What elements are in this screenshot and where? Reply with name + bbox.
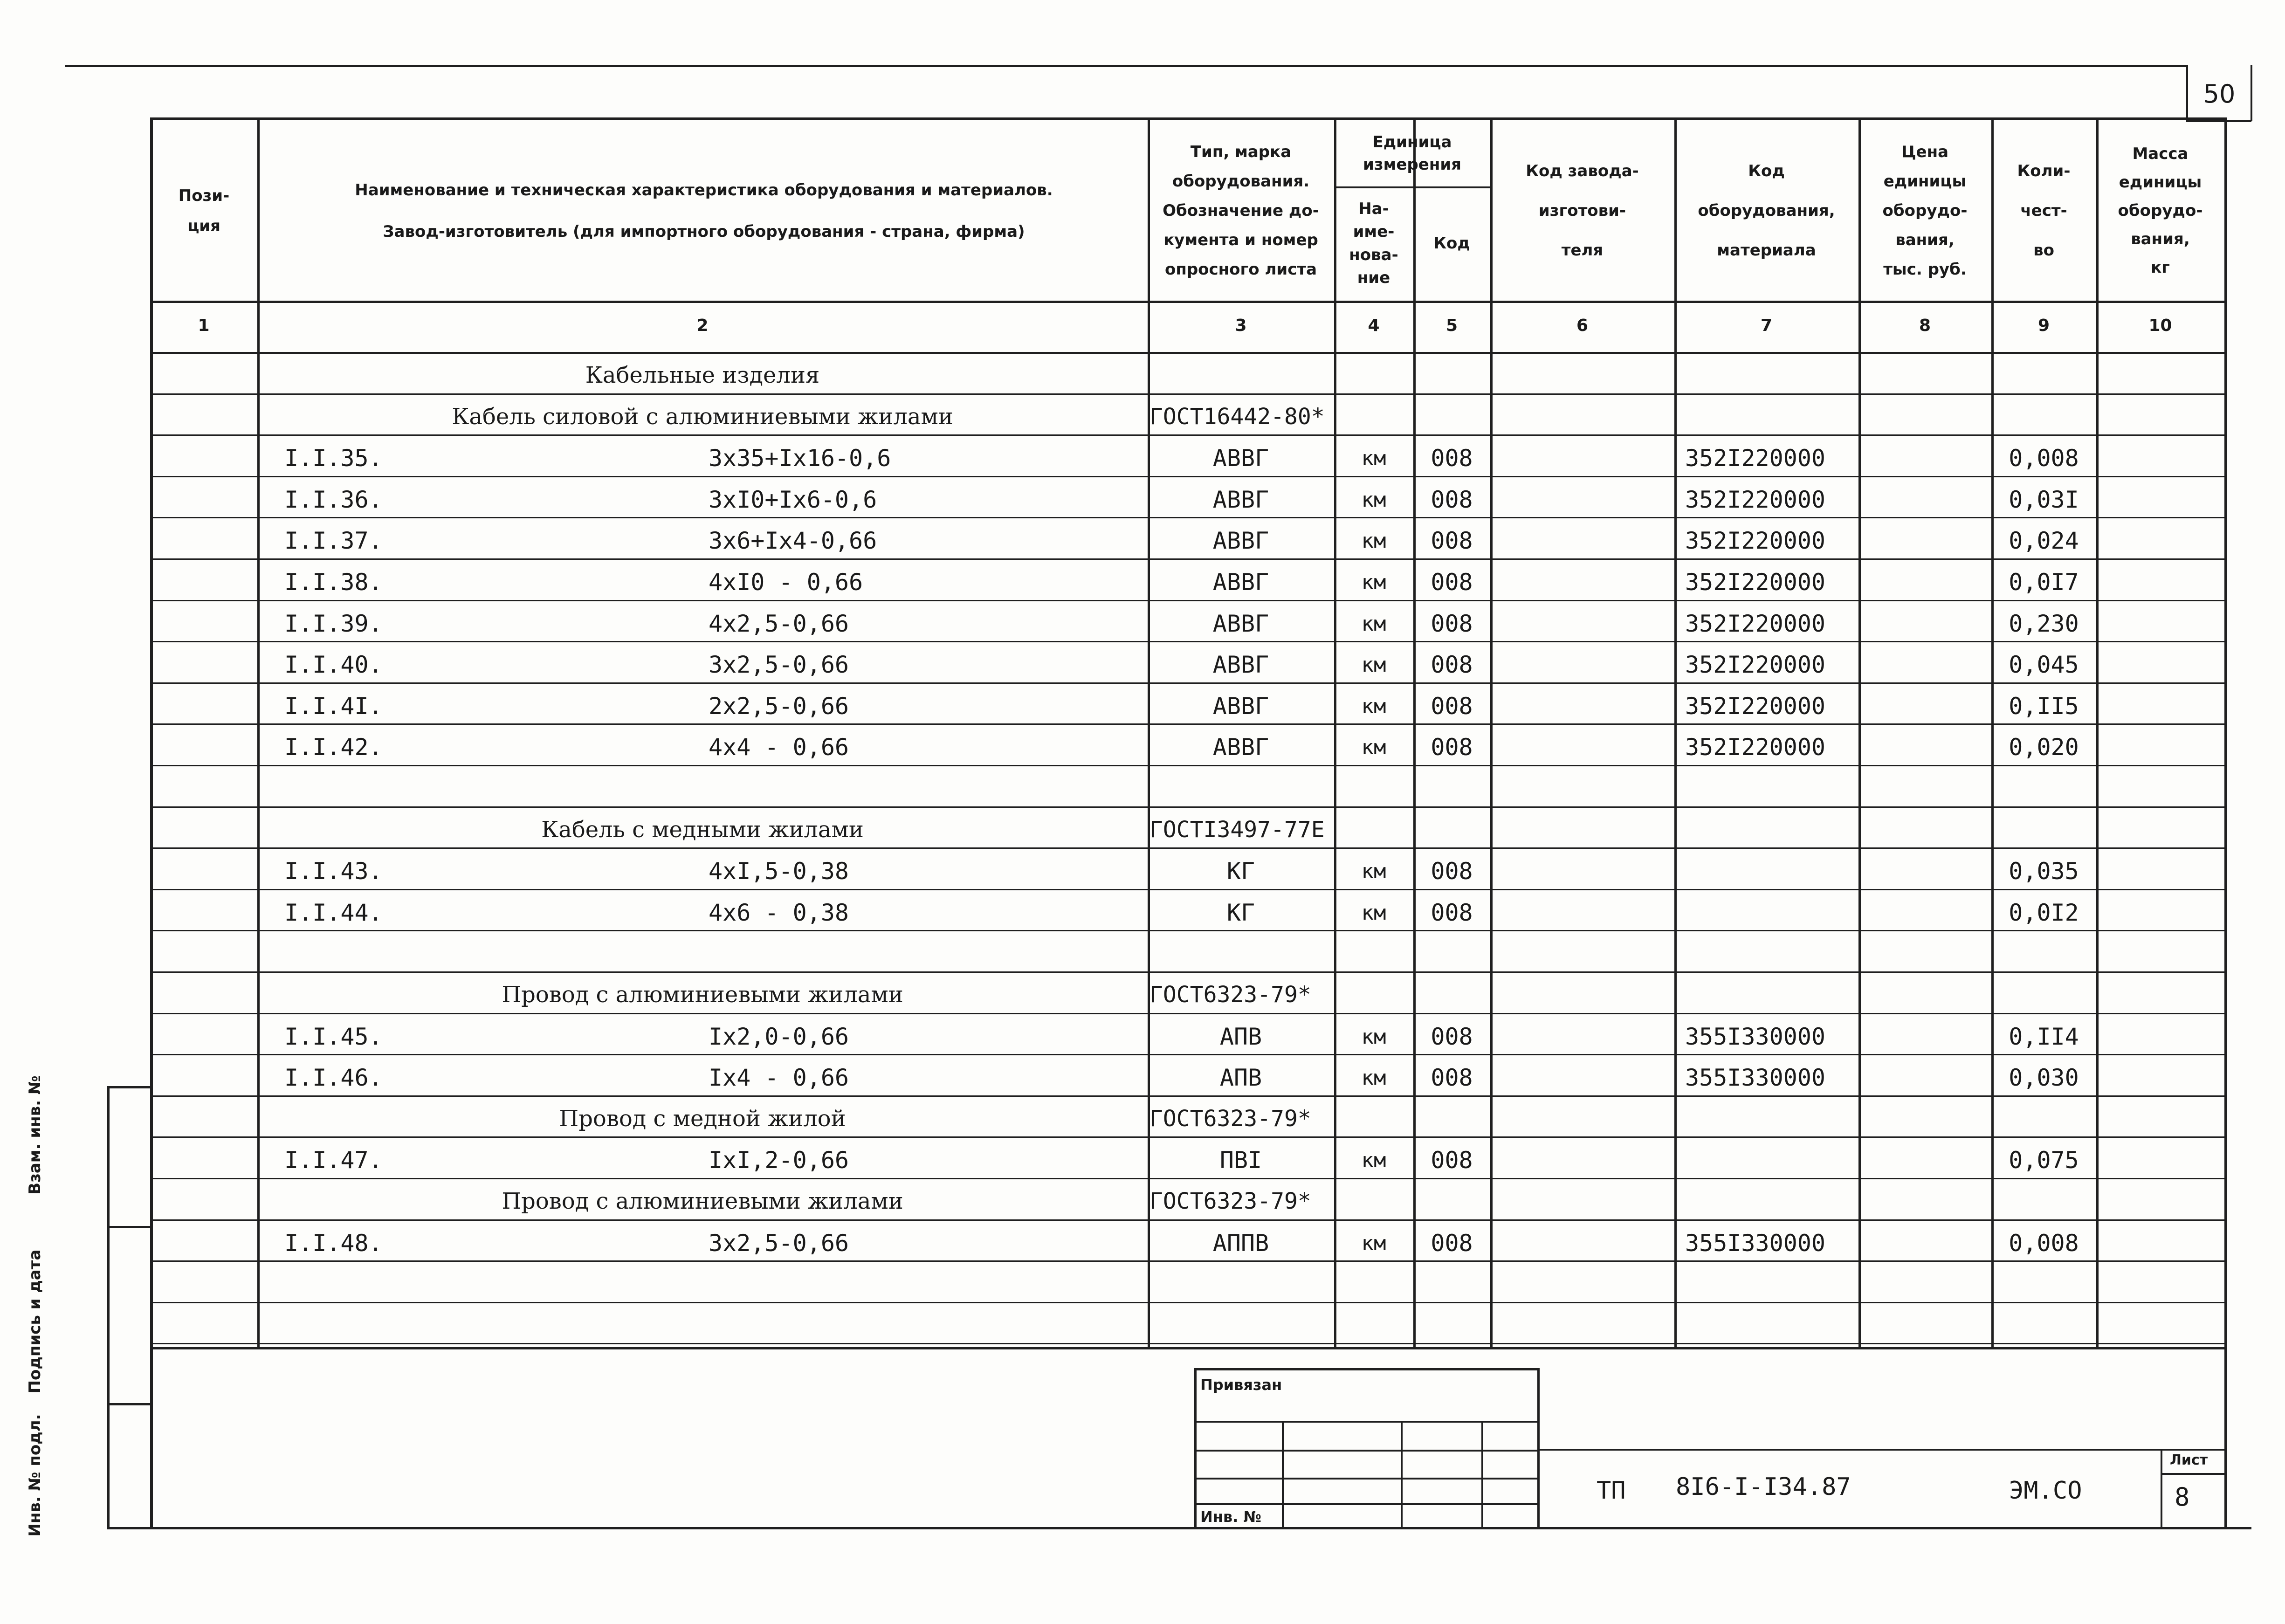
header-unit-name: На- име- нова- ние xyxy=(1349,199,1398,287)
item-quantity: 0,230 xyxy=(2009,610,2079,637)
grid-line xyxy=(150,1219,2224,1221)
item-type: АВВГ xyxy=(1212,693,1269,720)
item-unit: км xyxy=(1361,653,1386,677)
item-unit: км xyxy=(1361,571,1386,594)
grid-line xyxy=(150,889,2224,890)
item-quantity: 0,0I2 xyxy=(2009,899,2079,926)
grid-line xyxy=(150,723,2224,725)
stamp-doc-code: 8I6-I-I34.87 xyxy=(1676,1473,1851,1501)
item-spec: 4х2,5-0,66 xyxy=(709,610,849,637)
item-unit: км xyxy=(1361,612,1386,636)
column-number-10: 10 xyxy=(2148,316,2172,335)
grid-line xyxy=(150,1302,2224,1303)
header-factory-code: Код завода- изготови- теля xyxy=(1526,162,1639,260)
stamp-tp: ТП xyxy=(1597,1477,1626,1505)
item-material-code: 352I220000 xyxy=(1685,651,1826,678)
grid-line xyxy=(2161,1473,2226,1475)
grid-line xyxy=(1194,1478,1539,1479)
item-type: АВВГ xyxy=(1212,527,1269,554)
item-quantity: 0,024 xyxy=(2009,527,2079,554)
item-position: I.I.45. xyxy=(284,1023,383,1050)
side-label-vzam-inv: Взам. инв. № xyxy=(26,1075,44,1195)
grid-line xyxy=(107,1226,150,1228)
item-unit-code: 008 xyxy=(1431,1230,1473,1257)
item-spec: IхI,2-0,66 xyxy=(709,1147,849,1174)
side-label-signature-date: Подпись и дата xyxy=(26,1249,44,1394)
grid-line xyxy=(150,1013,2224,1014)
item-spec: Iх2,0-0,66 xyxy=(709,1023,849,1050)
header-position: Пози- ция xyxy=(178,186,230,235)
grid-line xyxy=(150,806,2224,808)
grid-line xyxy=(150,517,2224,518)
grid-line xyxy=(107,1086,150,1088)
header-mass: Масса единицы оборудо- вания, кг xyxy=(2118,144,2203,277)
grid-line xyxy=(1194,1450,1539,1452)
item-type: АВВГ xyxy=(1212,734,1269,761)
item-type: ПВI xyxy=(1219,1147,1262,1174)
item-unit-code: 008 xyxy=(1431,527,1473,554)
column-number-2: 2 xyxy=(696,316,709,335)
stamp-privyazan: Привязан xyxy=(1200,1376,1282,1394)
grid-line xyxy=(150,476,2224,477)
item-quantity: 0,0I7 xyxy=(2009,569,2079,596)
grid-line xyxy=(150,434,2224,436)
stamp-list-label: Лист xyxy=(2170,1452,2208,1468)
item-unit: км xyxy=(1361,1025,1386,1049)
item-unit-code: 008 xyxy=(1431,651,1473,678)
item-type: АВВГ xyxy=(1212,486,1269,513)
item-spec: 4х6 - 0,38 xyxy=(709,899,849,926)
item-quantity: 0,03I xyxy=(2009,486,2079,513)
item-material-code: 355I330000 xyxy=(1685,1230,1826,1257)
item-quantity: 0,045 xyxy=(2009,651,2079,678)
item-position: I.I.44. xyxy=(284,899,383,926)
item-quantity: 0,008 xyxy=(2009,445,2079,472)
grid-line xyxy=(1194,1421,1539,1423)
item-unit-code: 008 xyxy=(1431,569,1473,596)
item-material-code: 352I220000 xyxy=(1685,527,1826,554)
item-position: I.I.4I. xyxy=(284,693,383,720)
item-type: АПВ xyxy=(1219,1064,1262,1091)
item-type: КГ xyxy=(1226,899,1255,926)
item-material-code: 355I330000 xyxy=(1685,1064,1826,1091)
header-price: Цена единицы оборудо- вания, тыс. руб. xyxy=(1882,143,1968,279)
item-type: АПВ xyxy=(1219,1023,1262,1050)
column-number-3: 3 xyxy=(1235,316,1247,335)
section-title: Провод с алюминиевыми жилами xyxy=(502,982,903,1008)
item-unit: км xyxy=(1361,529,1386,553)
item-position: I.I.47. xyxy=(284,1147,383,1174)
grid-line xyxy=(150,558,2224,560)
item-position: I.I.38. xyxy=(284,569,383,596)
grid-line xyxy=(150,393,2224,395)
section-title: Кабель с медными жилами xyxy=(541,817,864,843)
grid-line xyxy=(150,641,2224,642)
section-standard: ГОСТ16442-80* xyxy=(1149,404,1325,430)
column-number-5: 5 xyxy=(1445,316,1458,335)
item-quantity: 0,II5 xyxy=(2009,693,2079,720)
grid-line xyxy=(1282,1421,1284,1527)
column-number-1: 1 xyxy=(198,316,210,335)
item-unit-code: 008 xyxy=(1431,1064,1473,1091)
grid-line xyxy=(150,682,2224,684)
item-spec: 3х6+Iх4-0,66 xyxy=(709,527,877,554)
grid-line xyxy=(2096,117,2099,1347)
page-number: 50 xyxy=(2203,79,2236,109)
grid-line xyxy=(1194,1503,1539,1505)
item-quantity: 0,035 xyxy=(2009,858,2079,885)
grid-line xyxy=(150,847,2224,849)
item-type: АВВГ xyxy=(1212,445,1269,472)
item-type: АВВГ xyxy=(1212,651,1269,678)
section-title: Кабель силовой с алюминиевыми жилами xyxy=(452,404,953,430)
item-material-code: 352I220000 xyxy=(1685,486,1826,513)
grid-line xyxy=(1674,117,1677,1347)
grid-line xyxy=(1194,1368,1539,1370)
header-unit: Единица измерения xyxy=(1363,132,1461,174)
grid-line xyxy=(150,971,2224,973)
grid-line xyxy=(150,1054,2224,1055)
section-standard: ГОСТ6323-79* xyxy=(1149,1106,1311,1132)
item-unit: км xyxy=(1361,488,1386,512)
grid-line xyxy=(1481,1421,1483,1527)
grid-line xyxy=(2224,117,2227,1527)
section-standard: ГОСТ6323-79* xyxy=(1149,1188,1311,1214)
item-position: I.I.36. xyxy=(284,486,383,513)
item-spec: Iх4 - 0,66 xyxy=(709,1064,849,1091)
grid-line xyxy=(107,1527,2251,1529)
item-unit: км xyxy=(1361,1066,1386,1090)
item-material-code: 352I220000 xyxy=(1685,693,1826,720)
item-unit: км xyxy=(1361,447,1386,470)
item-unit-code: 008 xyxy=(1431,734,1473,761)
section-title: Провод с алюминиевыми жилами xyxy=(502,1188,903,1214)
header-material-code: Код оборудования, материала xyxy=(1698,162,1835,260)
grid-line xyxy=(150,1343,2224,1344)
item-material-code: 355I330000 xyxy=(1685,1023,1826,1050)
item-unit-code: 008 xyxy=(1431,693,1473,720)
column-number-6: 6 xyxy=(1576,316,1589,335)
header-type: Тип, марка оборудования. Обозначение до- кумента и номер опросного листа xyxy=(1163,143,1319,279)
item-spec: 4хI0 - 0,66 xyxy=(709,569,863,596)
grid-line xyxy=(1858,117,1861,1347)
item-material-code: 352I220000 xyxy=(1685,569,1826,596)
item-unit-code: 008 xyxy=(1431,445,1473,472)
grid-line xyxy=(150,1178,2224,1179)
item-quantity: 0,030 xyxy=(2009,1064,2079,1091)
grid-line xyxy=(150,765,2224,766)
item-position: I.I.37. xyxy=(284,527,383,554)
item-unit: км xyxy=(1361,736,1386,759)
grid-line xyxy=(150,117,2224,120)
grid-line xyxy=(150,301,2224,303)
item-unit: км xyxy=(1361,860,1386,883)
item-position: I.I.46. xyxy=(284,1064,383,1091)
item-unit-code: 008 xyxy=(1431,486,1473,513)
item-material-code: 352I220000 xyxy=(1685,445,1826,472)
item-spec: 3хI0+Iх6-0,6 xyxy=(709,486,877,513)
item-quantity: 0,020 xyxy=(2009,734,2079,761)
grid-line xyxy=(150,1095,2224,1097)
item-unit-code: 008 xyxy=(1431,1023,1473,1050)
item-quantity: 0,008 xyxy=(2009,1230,2079,1257)
item-material-code: 352I220000 xyxy=(1685,610,1826,637)
item-quantity: 0,075 xyxy=(2009,1147,2079,1174)
grid-line xyxy=(150,1347,2224,1349)
item-type: АППВ xyxy=(1212,1230,1269,1257)
grid-line xyxy=(107,1403,150,1405)
stamp-inv-no: Инв. № xyxy=(1200,1508,1261,1526)
item-unit-code: 008 xyxy=(1431,899,1473,926)
item-position: I.I.35. xyxy=(284,445,383,472)
stamp-list-number: 8 xyxy=(2175,1482,2190,1512)
item-unit: км xyxy=(1361,901,1386,925)
header-name: Наименование и техническая характеристика оборудования и материалов. Завод-изготовитель (для импортного оборудования - страна, фирма) xyxy=(355,181,1053,241)
section-standard: ГОСТ6323-79* xyxy=(1149,982,1311,1008)
header-unit-code: Код xyxy=(1433,234,1470,253)
grid-line xyxy=(1490,117,1493,1347)
item-position: I.I.39. xyxy=(284,610,383,637)
item-spec: 3х35+Iх16-0,6 xyxy=(709,445,891,472)
item-quantity: 0,II4 xyxy=(2009,1023,2079,1050)
column-number-9: 9 xyxy=(2037,316,2050,335)
item-spec: 4х4 - 0,66 xyxy=(709,734,849,761)
item-position: I.I.43. xyxy=(284,858,383,885)
item-type: АВВГ xyxy=(1212,569,1269,596)
grid-line xyxy=(150,1136,2224,1138)
item-material-code: 352I220000 xyxy=(1685,734,1826,761)
stamp-mark: ЭМ.СО xyxy=(2009,1477,2082,1505)
column-number-4: 4 xyxy=(1368,316,1380,335)
item-unit: км xyxy=(1361,1232,1386,1255)
grid-line xyxy=(150,1260,2224,1262)
column-number-8: 8 xyxy=(1919,316,1931,335)
item-spec: 3х2,5-0,66 xyxy=(709,651,849,678)
grid-line xyxy=(150,930,2224,931)
item-type: КГ xyxy=(1226,858,1255,885)
side-label-inv-original: Инв. № подл. xyxy=(26,1414,44,1537)
grid-line xyxy=(107,1086,110,1529)
grid-line xyxy=(1401,1421,1403,1527)
item-type: АВВГ xyxy=(1212,610,1269,637)
header-quantity: Коли- чест- во xyxy=(2017,162,2071,260)
item-spec: 2х2,5-0,66 xyxy=(709,693,849,720)
grid-line xyxy=(257,117,260,1347)
grid-line xyxy=(150,600,2224,601)
item-position: I.I.42. xyxy=(284,734,383,761)
grid-line xyxy=(1537,1449,2225,1451)
item-position: I.I.40. xyxy=(284,651,383,678)
item-position: I.I.48. xyxy=(284,1230,383,1257)
item-unit-code: 008 xyxy=(1431,610,1473,637)
item-spec: 3х2,5-0,66 xyxy=(709,1230,849,1257)
grid-line xyxy=(150,352,2224,354)
item-unit-code: 008 xyxy=(1431,858,1473,885)
item-unit: км xyxy=(1361,1149,1386,1172)
section-title: Кабельные изделия xyxy=(585,362,820,388)
item-spec: 4хI,5-0,38 xyxy=(709,858,849,885)
item-unit: км xyxy=(1361,695,1386,718)
grid-line xyxy=(2161,1449,2162,1527)
section-title: Провод с медной жилой xyxy=(559,1106,846,1132)
section-standard: ГОСТI3497-77Е xyxy=(1149,817,1325,843)
item-unit-code: 008 xyxy=(1431,1147,1473,1174)
column-number-7: 7 xyxy=(1760,316,1773,335)
